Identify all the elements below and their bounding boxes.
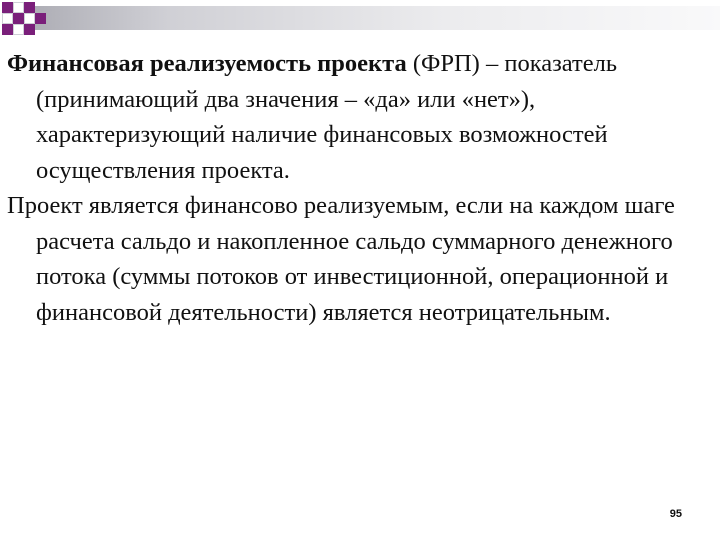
definition-text: (ФРП) – показатель (принимающий два значения – «да» или «нет»), характеризующий наличие финансовых возможностей осуществления проекта. bbox=[36, 50, 618, 184]
definition-paragraph bbox=[7, 46, 707, 188]
condition-paragraph: Проект является финансово реализуемым, если на каждом шаге расчета сальдо и накопленное сальдо суммарного денежного потока (суммы потоков от инвестиционной, операционной и финансовой деятельности) является неотрицательным. bbox=[7, 192, 675, 326]
header-decorative-band bbox=[30, 6, 720, 30]
checker-pattern-icon bbox=[0, 0, 48, 40]
slide-body bbox=[7, 46, 707, 330]
defined-term: Финансовая реализуемость проекта bbox=[7, 50, 407, 77]
page-number: 95 bbox=[669, 508, 682, 520]
